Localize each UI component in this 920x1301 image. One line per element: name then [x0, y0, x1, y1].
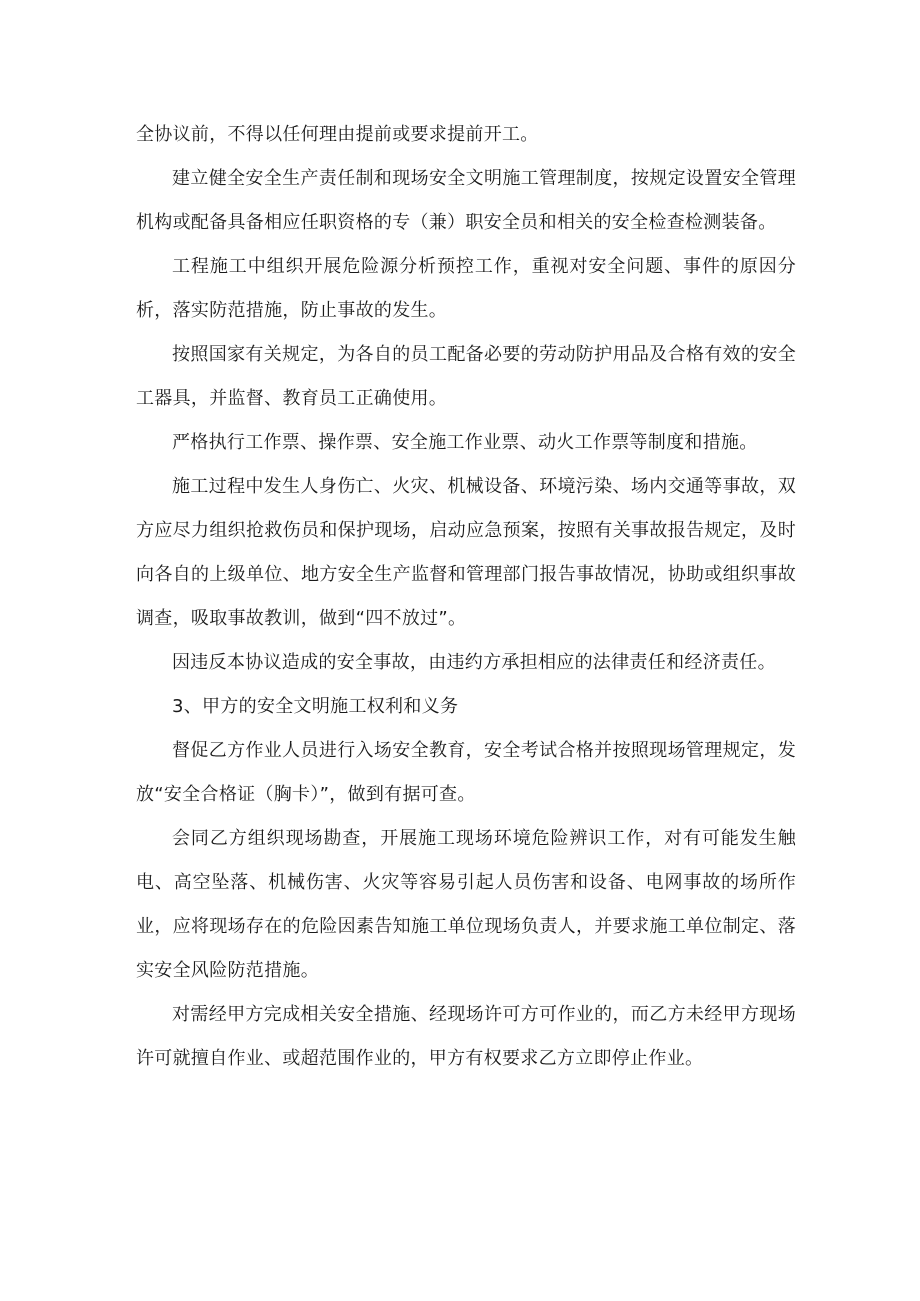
document-body — [136, 113, 796, 1081]
paragraph-5: 严格执行工作票、操作票、安全施工作业票、动火工作票等制度和措施。 — [172, 432, 758, 453]
paragraph-2: 建立健全安全生产责任制和现场安全文明施工管理制度，按规定设置安全管理机构或配备具备相应任职资格的专（兼）职安全员和相关的安全检查检测装备。 — [136, 168, 796, 233]
paragraph-1: 全协议前，不得以任何理由提前或要求提前开工。 — [136, 124, 539, 145]
paragraph-10: 会同乙方组织现场勘查，开展施工现场环境危险辨识工作，对有可能发生触电、高空坠落、机械伤害、火灾等容易引起人员伤害和设备、电网事故的场所作业，应将现场存在的危险因素告知施工单位现场负责人，并要求施工单位制定、落实安全风险防范措施。 — [136, 828, 796, 981]
paragraph-9: 督促乙方作业人员进行入场安全教育，安全考试合格并按照现场管理规定，发放“安全合格证（胸卡）”，做到有据可查。 — [136, 740, 796, 805]
paragraph-6: 施工过程中发生人身伤亡、火灾、机械设备、环境污染、场内交通等事故，双方应尽力组织抢救伤员和保护现场，启动应急预案，按照有关事故报告规定，及时向各自的上级单位、地方安全生产监督和管理部门报告事故情况，协助或组织事故调查，吸取事故教训，做到“四不放过”。 — [136, 476, 796, 629]
section-heading: 3、甲方的安全文明施工权利和义务 — [172, 696, 459, 717]
paragraph-3: 工程施工中组织开展危险源分析预控工作，重视对安全问题、事件的原因分析，落实防范措施，防止事故的发生。 — [136, 256, 796, 321]
paragraph-7: 因违反本协议造成的安全事故，由违约方承担相应的法律责任和经济责任。 — [172, 652, 776, 673]
paragraph-4: 按照国家有关规定，为各自的员工配备必要的劳动防护用品及合格有效的安全工器具，并监督、教育员工正确使用。 — [136, 344, 796, 409]
paragraph-11: 对需经甲方完成相关安全措施、经现场许可方可作业的，而乙方未经甲方现场许可就擅自作业、或超范围作业的，甲方有权要求乙方立即停止作业。 — [136, 1004, 796, 1069]
